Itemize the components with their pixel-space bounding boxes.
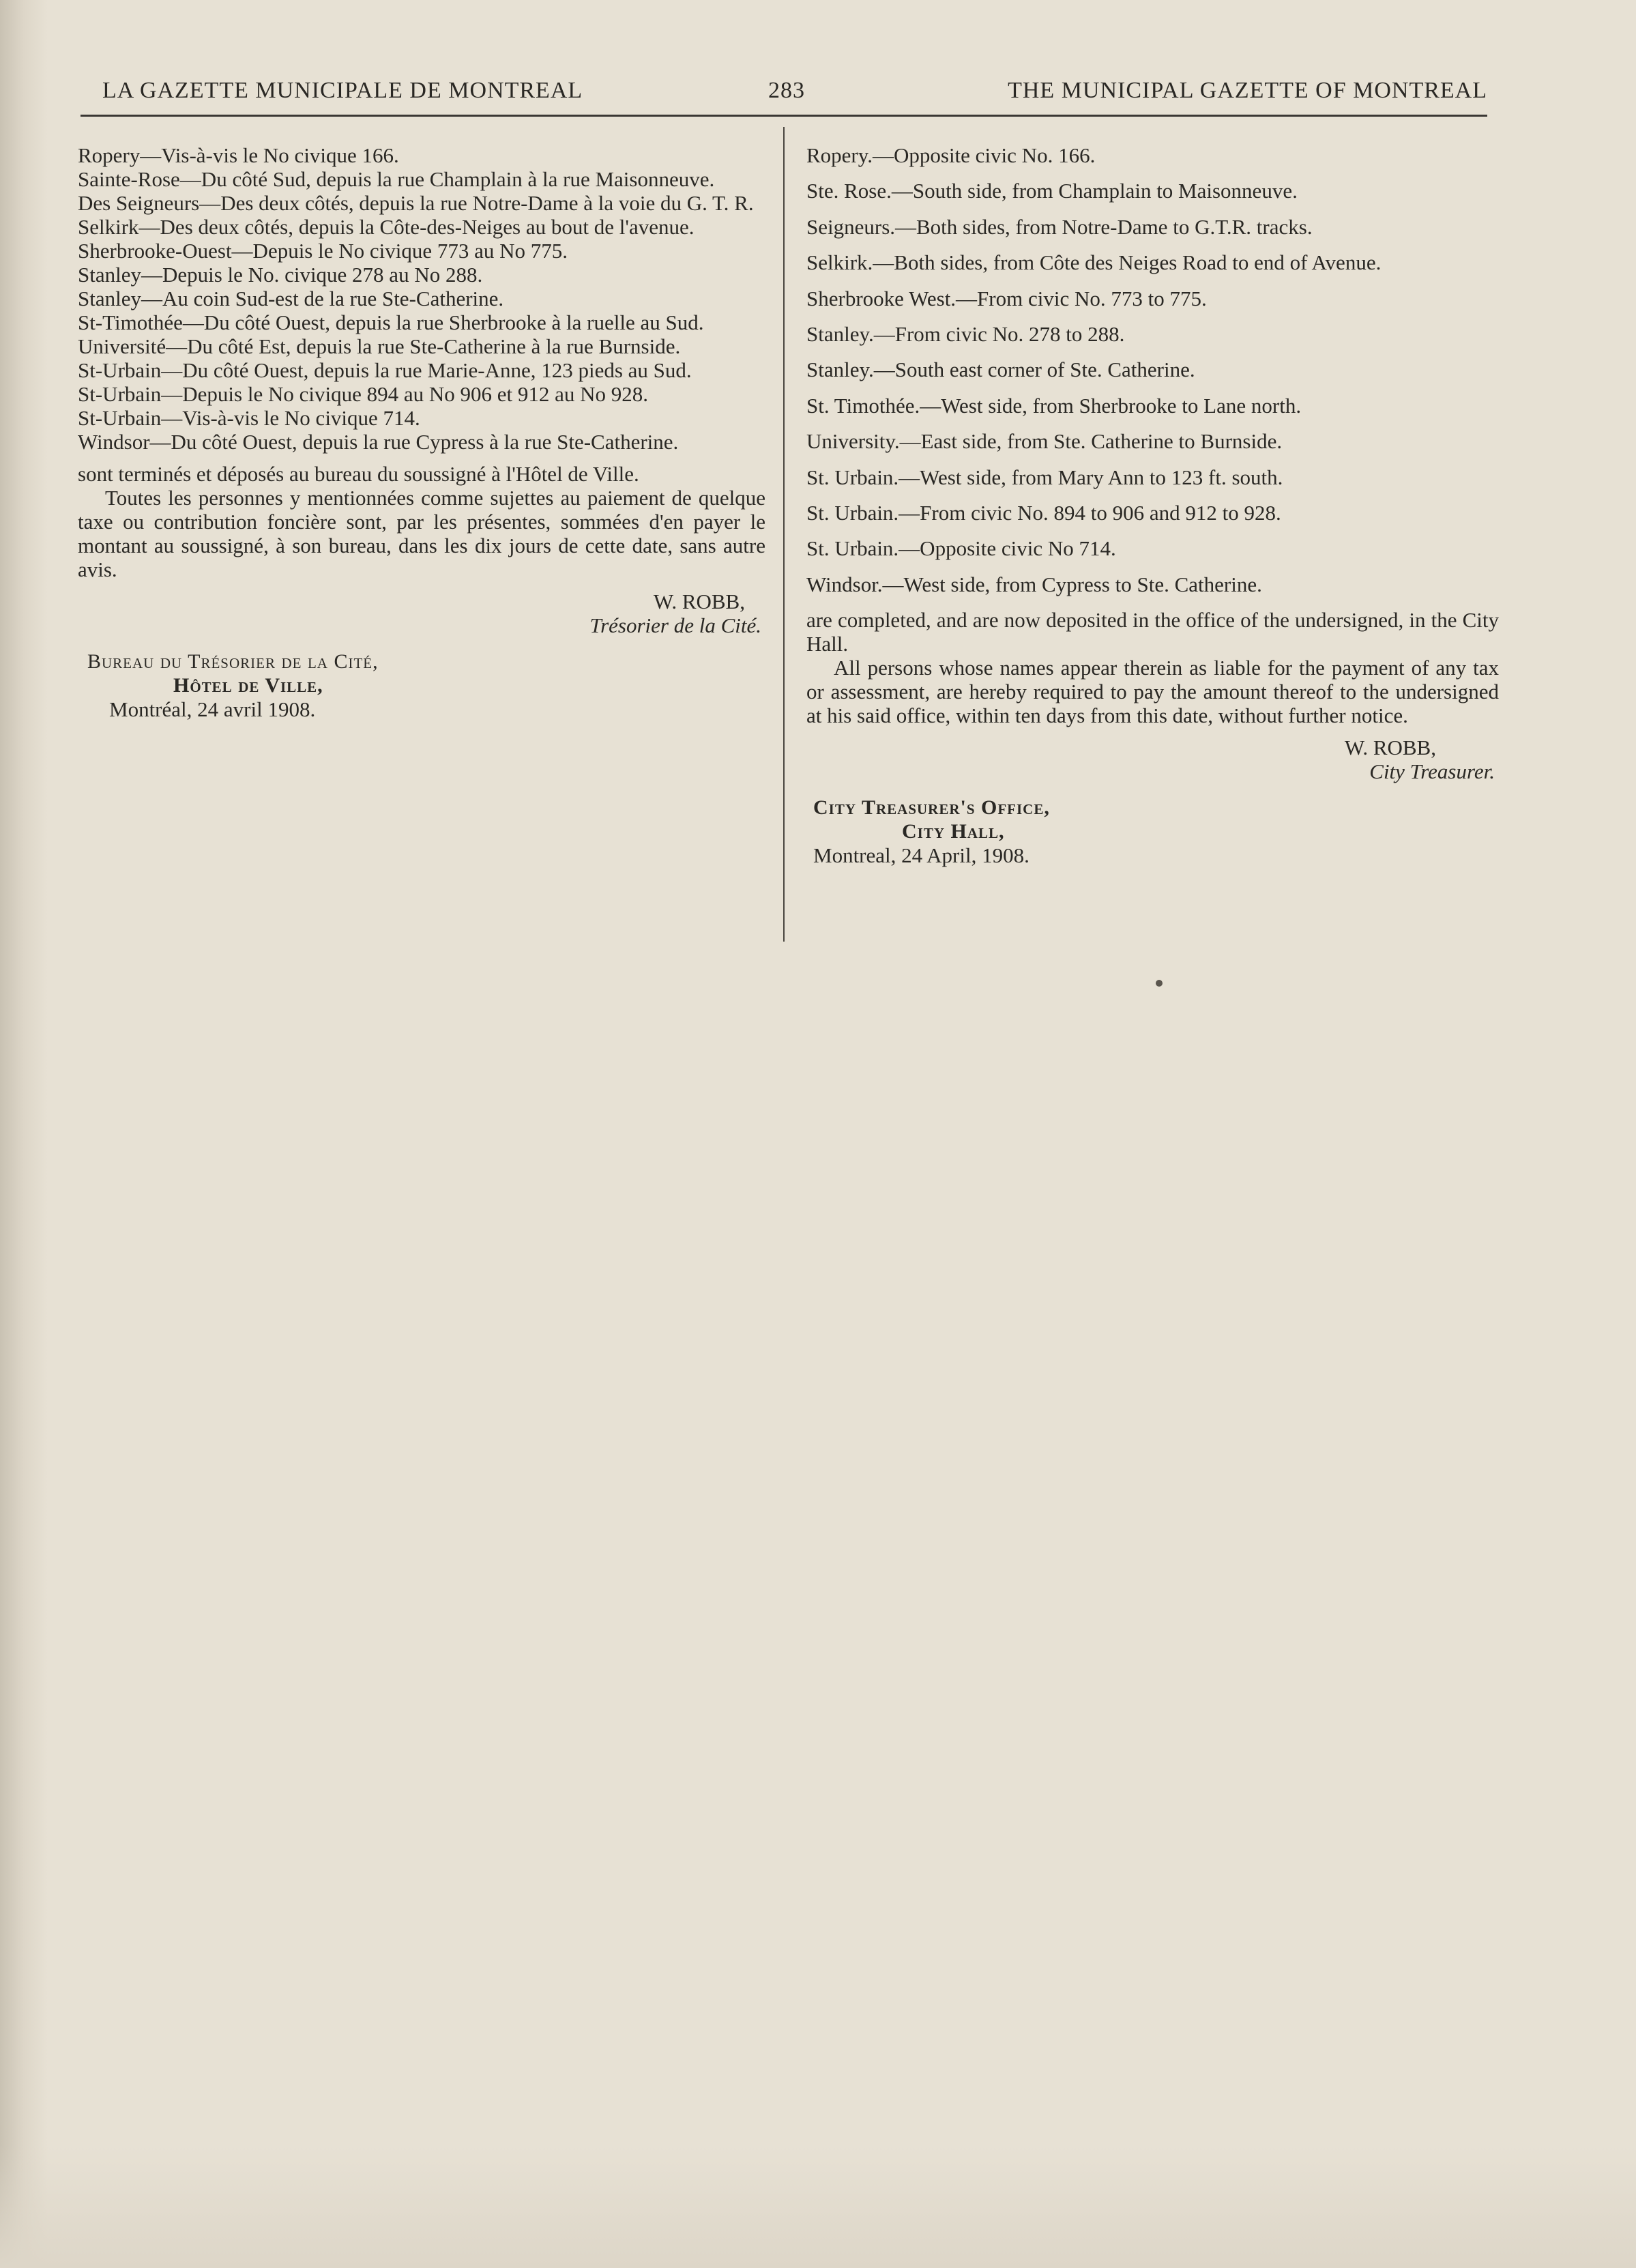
french-entry: St-Urbain—Du côté Ouest, depuis la rue Marie-Anne, 123 pieds au Sud. (78, 358, 692, 382)
english-entry: St. Urbain.—From civic No. 894 to 906 and 912 to 928. (806, 500, 1281, 525)
english-date-line: Montreal, 24 April, 1908. (813, 843, 1029, 868)
english-entry: Ste. Rose.—South side, from Champlain to Maisonneuve. (806, 179, 1298, 203)
french-signature-title: Trésorier de la Cité. (589, 613, 761, 637)
french-column (78, 143, 765, 721)
french-entry: Stanley—Depuis le No. civique 278 au No 288. (78, 263, 483, 287)
english-entry: Windsor.—West side, from Cypress to Ste. Catherine. (806, 572, 1262, 596)
french-completion-paragraph: sont terminés et déposés au bureau du soussigné à l'Hôtel de Ville. (78, 462, 639, 486)
french-entry: St-Urbain—Depuis le No civique 894 au No 906 et 912 au No 928. (78, 382, 649, 406)
page-number: 283 (768, 78, 805, 103)
english-office-line: City Treasurer's Office, (813, 796, 1050, 819)
ink-speck (1156, 980, 1163, 987)
french-entry: Sherbrooke-Ouest—Depuis le No civique 773 au No 775. (78, 239, 568, 263)
french-entry: Ropery—Vis-à-vis le No civique 166. (78, 143, 399, 167)
english-entry: Selkirk.—Both sides, from Côte des Neiges Road to end of Avenue. (806, 250, 1382, 275)
english-notice-paragraph: All persons whose names appear therein as liable for the payment of any tax or assessment, are hereby required to pay the amount thereof to the undersigned at his said office, within ten days from this date, without further notice. (806, 656, 1499, 728)
english-signature-name: W. ROBB, (1344, 736, 1436, 760)
french-entry: St-Urbain—Vis-à-vis le No civique 714. (78, 406, 420, 430)
french-office-line: Hôtel de Ville, (173, 674, 323, 697)
english-entry: Stanley.—South east corner of Ste. Catherine. (806, 358, 1195, 382)
french-office-line: Bureau du Trésorier de la Cité, (87, 650, 379, 673)
french-date-line: Montréal, 24 avril 1908. (109, 697, 316, 721)
french-notice-paragraph: Toutes les personnes y mentionnées comme sujettes au paiement de quelque taxe ou contribution foncière sont, par les présentes, sommées d'en payer le montant au soussigné, à son bureau, dans les dix jours de cette date, sans autre avis. (78, 486, 765, 581)
english-entry: Stanley.—From civic No. 278 to 288. (806, 321, 1125, 346)
english-completion-paragraph: are completed, and are now deposited in the office of the undersigned, in the City Hall. (806, 608, 1499, 656)
french-entry: Stanley—Au coin Sud-est de la rue Ste-Catherine. (78, 287, 504, 310)
french-signature-name: W. ROBB, (653, 590, 745, 613)
english-entry: Seigneurs.—Both sides, from Notre-Dame to G.T.R. tracks. (806, 214, 1313, 239)
english-office-block (806, 796, 1499, 867)
french-entry: Selkirk—Des deux côtés, depuis la Côte-des-Neiges au bout de l'avenue. (78, 215, 695, 239)
english-entry: St. Urbain.—Opposite civic No 714. (806, 536, 1116, 561)
french-office-block (78, 650, 765, 721)
page-header (81, 71, 1487, 112)
english-column (806, 143, 1499, 867)
page-bottom-shadow (0, 2145, 1636, 2268)
header-rule (81, 115, 1487, 117)
page-edge-shadow (0, 0, 48, 2268)
english-entry: St. Timothée.—West side, from Sherbrooke to Lane north. (806, 393, 1302, 418)
header-english-title: THE MUNICIPAL GAZETTE OF MONTREAL (1008, 78, 1487, 103)
header-french-title: LA GAZETTE MUNICIPALE DE MONTREAL (102, 78, 583, 103)
english-entry: St. Urbain.—West side, from Mary Ann to 123 ft. south. (806, 465, 1283, 489)
french-entry: Windsor—Du côté Ouest, depuis la rue Cypress à la rue Ste-Catherine. (78, 430, 679, 454)
french-entry: St-Timothée—Du côté Ouest, depuis la rue Sherbrooke à la ruelle au Sud. (78, 310, 704, 334)
english-entry: Sherbrooke West.—From civic No. 773 to 775. (806, 286, 1207, 310)
french-entry: Sainte-Rose—Du côté Sud, depuis la rue Champlain à la rue Maisonneuve. (78, 167, 715, 191)
french-entry: Des Seigneurs—Des deux côtés, depuis la rue Notre-Dame à la voie du G. T. R. (78, 191, 754, 215)
english-entry: Ropery.—Opposite civic No. 166. (806, 143, 1096, 167)
french-entry: Université—Du côté Est, depuis la rue Ste-Catherine à la rue Burnside. (78, 334, 681, 358)
english-signature-title: City Treasurer. (1369, 759, 1495, 784)
english-entry: University.—East side, from Ste. Catherine to Burnside. (806, 429, 1283, 454)
column-divider (783, 127, 785, 942)
english-office-line: City Hall, (902, 820, 1005, 843)
